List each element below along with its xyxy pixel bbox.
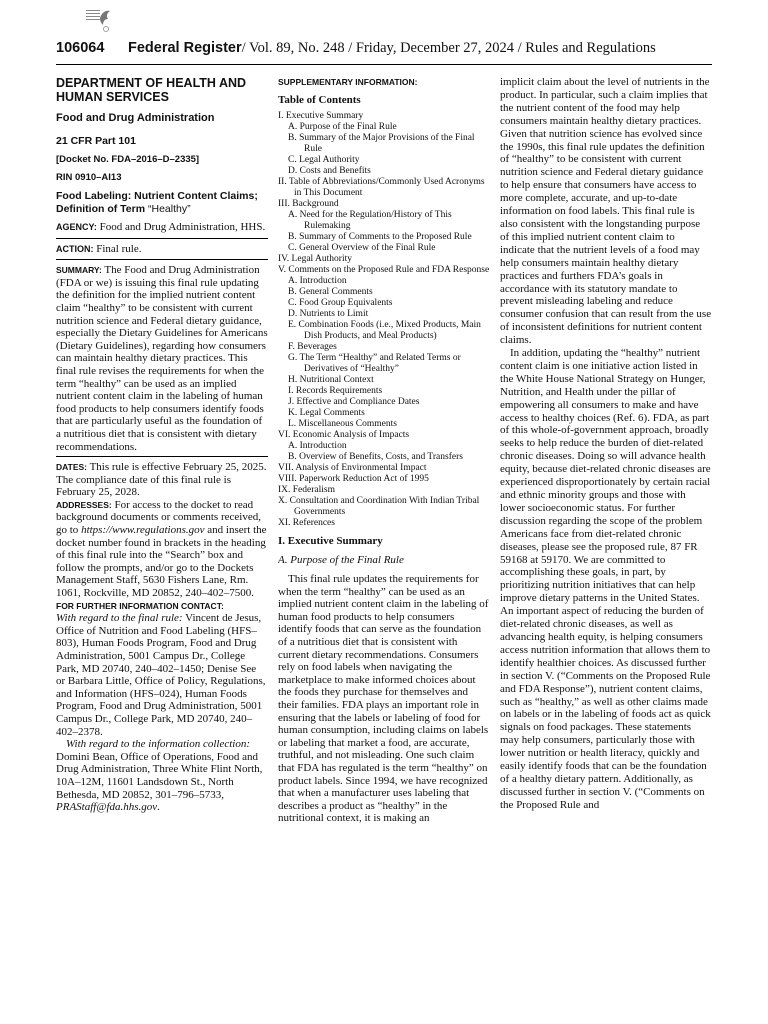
body-paragraph: This final rule updates the requirements for when the term “healthy” can be used as an implied nutrient content claim in the labeling of human food products to help consumers identify foods that can serve as the foundation of a nutritious diet that is consistent with current dietary recommendations. Consumers rely on food labels when navigating the marketplace to make informed choices about the foods they purchase for themselves and their families. FDA plays an important role in ensuring that the labels or labeling of food for human consumption, including claims on labels or labeling that market a food, are accurate, truthful, and not misleading. One such claim that FDA has regulated is the term “healthy” on product labels. Since 1994, we have recognized that when a manufacturer uses labeling that describes a product as “healthy” in the nutritional context, it is making an	[278, 573, 489, 825]
dates-paragraph: DATES: This rule is effective February 25, 2025. The compliance date of this final rule is February 25, 2028.	[56, 461, 267, 499]
toc-item: VIII. Paperwork Reduction Act of 1995	[278, 474, 429, 484]
gpo-authenticated-eagle-logo	[86, 8, 112, 36]
department-name: DEPARTMENT OF HEALTH AND HUMAN SERVICES	[56, 76, 247, 104]
column-1	[56, 76, 268, 814]
subsection-heading: A. Purpose of the Final Rule	[278, 554, 404, 566]
body-paragraph: implicit claim about the level of nutrients in the product. In particular, such a claim implies that the nutrient content of the food may help consumers maintain healthy dietary practices. Given that nutrition science has evolved since the 1990s, this final rule updates the definition of “healthy” to be consistent with current nutrition science and Federal dietary guidance to help ensure that consumers have access to more complete, accurate, and up-to-date information on food labels. This final rule is also consistent with the longstanding purpose of this implied nutrient content claim to indicate that the nutrient levels of a food may help consumers maintain healthy dietary practices and furthers FDA’s goals in accordance with its statutory mandate to prevent misleading labeling and reduce consumer confusion that can result from the use of inconsistent definitions for nutrient content claims.	[500, 76, 712, 347]
toc-item: I. Records Requirements	[288, 386, 383, 396]
page-number: 106064	[56, 40, 105, 56]
page-header	[56, 40, 712, 62]
toc-item: C. Legal Authority	[288, 155, 360, 165]
toc-item: D. Costs and Benefits	[288, 166, 371, 176]
toc-item: A. Introduction	[288, 441, 347, 451]
toc-item: A. Introduction	[288, 276, 347, 286]
contact-label: FOR FURTHER INFORMATION CONTACT:	[56, 600, 224, 611]
toc-item: J. Effective and Compliance Dates	[288, 397, 420, 407]
toc-item: VII. Analysis of Environmental Impact	[278, 463, 427, 473]
column-3	[500, 76, 712, 812]
table-of-contents	[278, 111, 490, 529]
toc-item: C. Food Group Equivalents	[288, 298, 393, 308]
contact-paragraph-final-rule: With regard to the final rule: Vincent de Jesus, Office of Nutrition and Food Labeling (HFS–803), Human Foods Program, Food and Drug Administration, 5001 Campus Dr., College Park, MD 20740, 240–402–1450; Denise See or Barbara Little, Office of Policy, Regulations, and Information (HFS–024), Human Foods Program, Food and Drug Administration, 5001 Campus Dr., College Park, MD 20740, 240–402–2378.	[56, 612, 266, 738]
toc-item: IX. Federalism	[278, 485, 335, 495]
toc-heading: Table of Contents	[278, 94, 361, 106]
divider	[56, 259, 268, 260]
action-field: ACTION: Final rule.	[56, 242, 142, 255]
agency-field: AGENCY: Food and Drug Administration, HHS.	[56, 221, 266, 233]
summary-paragraph: SUMMARY: The Food and Drug Administration (FDA or we) is issuing this final rule updating the definition for the implied nutrient content claim “healthy” to be consistent with current nutrition science and Federal dietary guidance, especially the Dietary Guidelines for Americans (Dietary Guidelines), regarding how consumers can maintain healthy dietary practices. This final rule revises the requirements for when the term “healthy” can be used as an implied nutrient content claim in the labeling of human food products to help consumers identify foods that are particularly useful as the foundation of a nutritious diet that is consistent with dietary recommendations.	[56, 264, 268, 453]
toc-item: X. Consultation and Coordination With Indian Tribal Governments	[278, 496, 480, 517]
email-link[interactable]: PRAStaff@fda.hhs.gov	[56, 801, 158, 814]
column-2	[278, 76, 490, 825]
toc-item: H. Nutritional Context	[288, 375, 374, 385]
toc-item: VI. Economic Analysis of Impacts	[278, 430, 410, 440]
toc-item: B. Summary of Comments to the Proposed Rule	[288, 232, 472, 242]
toc-item: L. Miscellaneous Comments	[288, 419, 397, 429]
toc-item: V. Comments on the Proposed Rule and FDA Response	[278, 265, 490, 275]
toc-item: III. Background	[278, 199, 339, 209]
toc-item: B. Summary of the Major Provisions of the Final Rule	[288, 133, 475, 154]
toc-item: XI. References	[278, 518, 335, 528]
toc-item: F. Beverages	[288, 342, 337, 352]
toc-item: G. The Term “Healthy” and Related Terms or Derivatives of “Healthy”	[288, 353, 461, 374]
supplementary-information-label: SUPPLEMENTARY INFORMATION:	[278, 77, 418, 87]
toc-item: II. Table of Abbreviations/Commonly Used Acronyms in This Document	[278, 177, 485, 198]
sub-agency-name: Food and Drug Administration	[56, 112, 215, 124]
cfr-part: 21 CFR Part 101	[56, 135, 136, 147]
toc-item: A. Need for the Regulation/History of This Rulemaking	[288, 210, 452, 231]
toc-item: A. Purpose of the Final Rule	[288, 122, 397, 132]
toc-item: IV. Legal Authority	[278, 254, 352, 264]
toc-item: I. Executive Summary	[278, 111, 364, 121]
rin-number: RIN 0910–AI13	[56, 172, 122, 183]
contact-paragraph-information-collection: With regard to the information collection: Domini Bean, Office of Operations, Food and Drug Administration, Three White Flint North, 10A–12M, 11601 Landsdown St., North Bethesda, MD 20852, 301–796–5733, PRAStaff@fda.hhs.gov.	[56, 738, 263, 814]
rule-title: Food Labeling: Nutrient Content Claims; Definition of Term “Healthy”	[56, 190, 258, 215]
regulations-gov-link[interactable]: https://www.regulations.gov	[81, 524, 205, 537]
docket-number: [Docket No. FDA–2016–D–2335]	[56, 154, 200, 165]
toc-item: B. Overview of Benefits, Costs, and Transfers	[288, 452, 463, 462]
divider	[56, 456, 268, 457]
issue-citation: / Vol. 89, No. 248 / Friday, December 27, 2024 / Rules and Regulations	[241, 40, 656, 56]
toc-item: K. Legal Comments	[288, 408, 365, 418]
divider	[56, 238, 268, 239]
header-rule	[56, 64, 712, 65]
journal-name: Federal Register	[128, 40, 242, 56]
toc-item: C. General Overview of the Final Rule	[288, 243, 436, 253]
body-paragraph: In addition, updating the “healthy” nutrient content claim is one initiative action listed in the White House National Strategy on Hunger, Nutrition, and Health under the pillar of empowering all consumers to make and have access to healthy choices (Ref. 6). FDA, as part of this whole-of-government approach, broadly seeks to help reduce the burden of diet-related chronic diseases. Doing so will advance health equity, because diet-related chronic diseases are experienced disproportionately by certain racial and ethnic minority groups and those with lower socioeconomic status. For further discussion regarding the scope of the problem Americans face from diet-related chronic diseases, please see the proposed rule, 87 FR 59168 at 59170. We are committed to accomplishing these goals, in part, by prioritizing nutrition initiatives that can help improve dietary patterns in the United States. An important aspect of reducing the burden of diet-related chronic diseases, as well as advancing health equity, is helping consumers access nutrition information that allows them to identify healthier choices. As discussed further in section V. (“Comments on the Proposed Rule and FDA Response”), nutrient content claims, such as “healthy,” as well as other claims made on labels or in the labeling of foods act as quick signals on food packages. These statements may help consumers, particularly those with lower nutrition or health literacy, quickly and easily identify foods that can be the foundation of a healthy dietary pattern. Additionally, as discussed further in section V. (“Comments on the Proposed Rule and	[500, 347, 711, 811]
toc-item: B. General Comments	[288, 287, 373, 297]
section-heading: I. Executive Summary	[278, 535, 383, 547]
toc-item: D. Nutrients to Limit	[288, 309, 369, 319]
addresses-paragraph: ADDRESSES: For access to the docket to read background documents or comments received, go to https://www.regulations.gov and insert the docket number found in brackets in the heading of this final rule into the “Search” box and follow the prompts, and/or go to the Dockets Management Staff, 5630 Fishers Lane, Rm. 1061, Rockville, MD 20852, 240–402–7500.	[56, 498, 267, 600]
toc-item: E. Combination Foods (i.e., Mixed Products, Main Dish Products, and Meal Products)	[288, 320, 481, 341]
